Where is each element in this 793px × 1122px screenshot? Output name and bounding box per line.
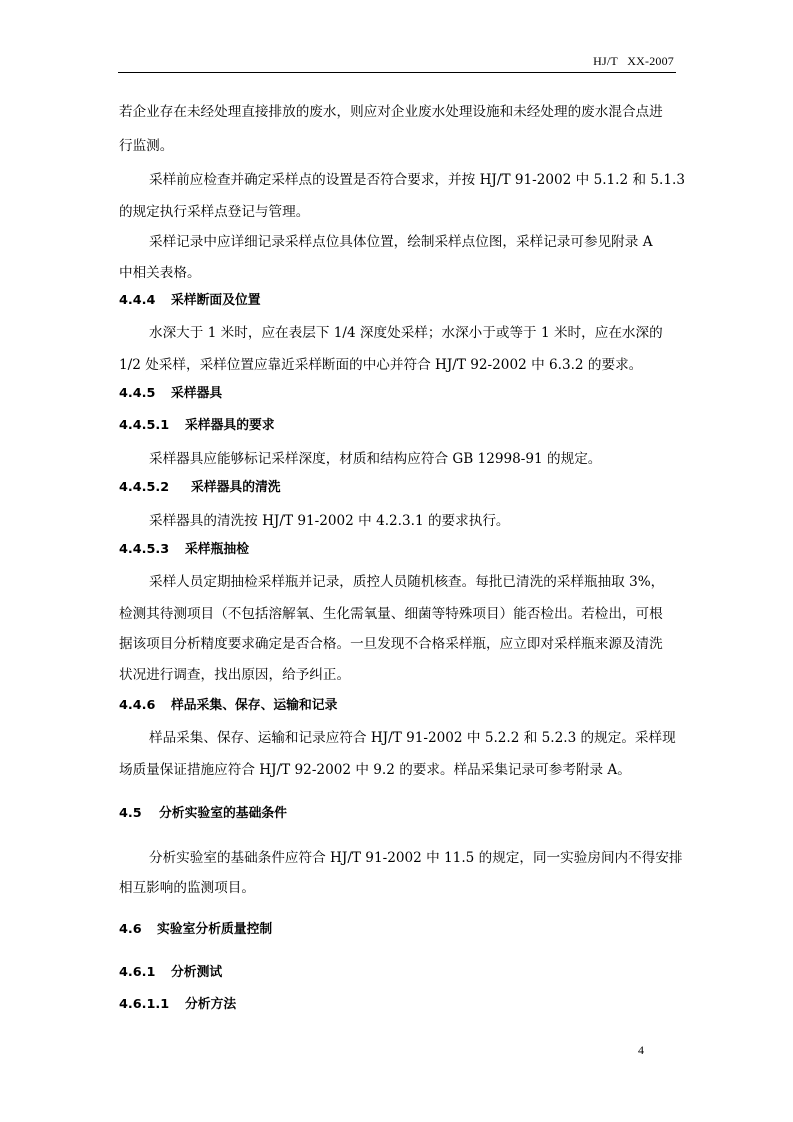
section-heading-4-4-5-1 xyxy=(119,418,275,434)
section-heading-4-4-5 xyxy=(119,386,222,402)
section-heading-4-6-1 xyxy=(119,965,222,981)
section-title: 分析方法 xyxy=(185,997,237,1012)
section-number: 4.4.5.1 xyxy=(119,418,170,433)
section-heading-4-4-6 xyxy=(119,698,337,714)
paragraph-line: 若企业存在未经处理直接排放的废水，则应对企业废水处理设施和未经处理的废水混合点进 xyxy=(119,104,663,120)
section-number: 4.4.5.3 xyxy=(119,542,170,557)
section-title: 采样器具的清洗 xyxy=(191,480,281,495)
page-header xyxy=(118,52,676,73)
paragraph-line: 行监测。 xyxy=(119,138,174,154)
section-title: 分析测试 xyxy=(171,965,223,980)
section-title: 采样器具的要求 xyxy=(185,418,275,433)
section-heading-4-5 xyxy=(119,806,287,822)
standard-code: HJ/T XX-2007 xyxy=(593,54,674,68)
paragraph-line: 分析实验室的基础条件应符合 HJ/T 91-2002 中 11.5 的规定，同一实验房间内不得安排 xyxy=(149,850,683,866)
section-title: 采样断面及位置 xyxy=(171,293,261,308)
paragraph-line: 的规定执行采样点登记与管理。 xyxy=(119,204,310,220)
section-heading-4-6-1-1 xyxy=(119,997,236,1013)
paragraph-line: 状况进行调查，找出原因，给予纠正。 xyxy=(119,667,351,683)
paragraph-line: 样品采集、保存、运输和记录应符合 HJ/T 91-2002 中 5.2.2 和 5.2.3 的规定。采样现 xyxy=(149,730,676,746)
paragraph-line: 采样器具的清洗按 HJ/T 91-2002 中 4.2.3.1 的要求执行。 xyxy=(149,513,510,529)
section-number: 4.6.1.1 xyxy=(119,997,170,1012)
section-heading-4-4-5-3 xyxy=(119,542,249,558)
section-title: 样品采集、保存、运输和记录 xyxy=(171,698,338,713)
section-title: 采样瓶抽检 xyxy=(185,542,249,557)
paragraph-line: 1/2 处采样，采样位置应靠近采样断面的中心并符合 HJ/T 92-2002 中 6.3.2 的要求。 xyxy=(119,357,643,373)
paragraph-line: 采样记录中应详细记录采样点位具体位置，绘制采样点位图，采样记录可参见附录 A xyxy=(149,234,653,250)
paragraph-line: 采样前应检查并确定采样点的设置是否符合要求，并按 HJ/T 91-2002 中 5.1.2 和 5.1.3 xyxy=(149,172,685,188)
paragraph-line: 采样人员定期抽检采样瓶并记录，质控人员随机核查。每批已清洗的采样瓶抽取 3%， xyxy=(149,574,665,590)
section-heading-4-6 xyxy=(119,922,272,938)
paragraph-line: 水深大于 1 米时，应在表层下 1/4 深度处采样；水深小于或等于 1 米时，应在水深的 xyxy=(149,325,663,341)
paragraph-line: 场质量保证措施应符合 HJ/T 92-2002 中 9.2 的要求。样品采集记录可参考附录 A。 xyxy=(119,762,631,778)
section-title: 采样器具 xyxy=(171,386,223,401)
section-number: 4.6 xyxy=(119,922,142,937)
section-title: 实验室分析质量控制 xyxy=(157,922,273,937)
section-number: 4.4.6 xyxy=(119,698,156,713)
paragraph-line: 相互影响的监测项目。 xyxy=(119,880,255,896)
paragraph-line: 采样器具应能够标记采样深度，材质和结构应符合 GB 12998-91 的规定。 xyxy=(149,451,602,467)
section-number: 4.4.5 xyxy=(119,386,156,401)
page-number: 4 xyxy=(638,1043,644,1057)
section-number: 4.4.4 xyxy=(119,293,156,308)
section-title: 分析实验室的基础条件 xyxy=(159,806,287,821)
paragraph-line: 据该项目分析精度要求确定是否合格。一旦发现不合格采样瓶，应立即对采样瓶来源及清洗 xyxy=(119,636,663,652)
section-heading-4-4-5-2 xyxy=(119,480,281,496)
section-heading-4-4-4 xyxy=(119,293,261,309)
section-number: 4.4.5.2 xyxy=(119,480,170,495)
section-number: 4.6.1 xyxy=(119,965,156,980)
paragraph-line: 中相关表格。 xyxy=(119,265,201,281)
section-number: 4.5 xyxy=(119,806,142,821)
paragraph-line: 检测其待测项目（不包括溶解氧、生化需氧量、细菌等特殊项目）能否检出。若检出，可根 xyxy=(119,606,663,622)
